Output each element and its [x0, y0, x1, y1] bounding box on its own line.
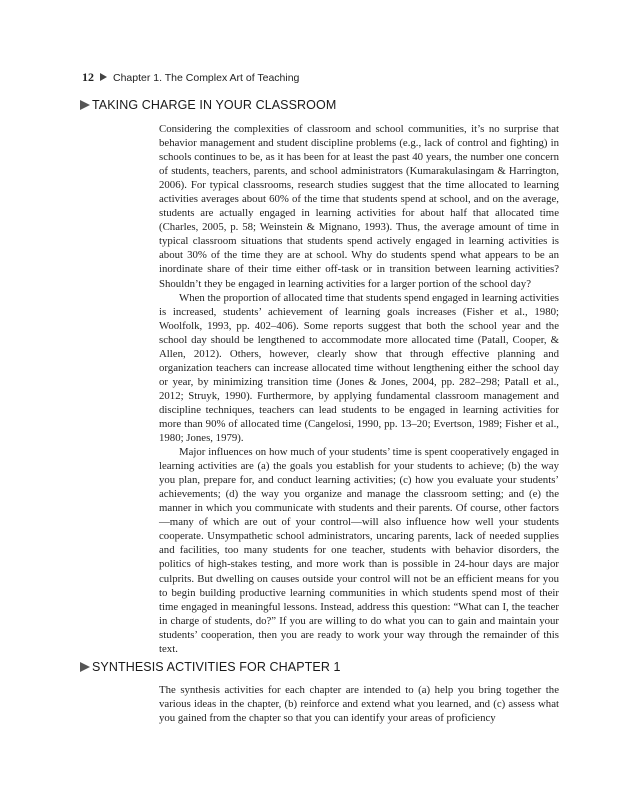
paragraph: When the proportion of allocated time that students spend engaged in learning activities is increased, students’ achievement of learning goals increases (Fisher et al., 1980; Woolfolk, 1993, pp. 402–406). Some reports suggest that both the school year and the school day should be lengthened to accommodate more allocated time (Patall, Cooper, & Allen, 2012). Others, however, clearly show that through effective planning and organization teachers can increase allocated time without lengthening either the school day or year, by minimizing transition time (Jones & Jones, 2004, pp. 282–298; Patall et al., 2012; Struyk, 1990). Furthermore, by applying fundamental classroom management and discipline techniques, teachers can lead students to be engaged in learning activities for more than 90% of allocated time (Cangelosi, 1990, pp. 13–20; Evertson, 1989; Fisher et al., 1980; Jones, 1979).	[159, 291, 559, 445]
section-body-synthesis	[159, 683, 559, 725]
arrow-right-icon	[80, 662, 90, 672]
section-heading-synthesis	[80, 660, 341, 674]
section-heading-text: SYNTHESIS ACTIVITIES FOR CHAPTER 1	[92, 660, 341, 674]
section-heading-taking-charge	[80, 98, 336, 112]
paragraph: Considering the complexities of classroom and school communities, it’s no surprise that behavior management and student discipline problems (e.g., lack of control and fighting) in schools continues to be, as it has been for at least the past 40 years, the number one concern of students, teachers, parents, and school administrators (Kumarakulasingam & Harrington, 2006). For typical classrooms, research studies suggest that the time allocated to learning activities averages about 60% of the time that students spend at school, and on the average, students are actually engaged in learning activities for about half that allocated time (Charles, 2005, p. 58; Weinstein & Mignano, 1993). Thus, the average amount of time in typical classroom situations that students spend actively engaged in learning activities is about 30% of the time they are at school. Why do students spend what appears to be an inordinate share of their time either off-task or in transition between learning activities? Shouldn’t they be engaged in learning activities for a larger portion of the school day?	[159, 123, 559, 290]
paragraph: Major influences on how much of your students’ time is spent cooperatively engaged in learning activities are (a) the goals you establish for your students to achieve; (b) the way you plan, prepare for, and conduct learning activities; (c) how you evaluate your students’ achievements; (d) the way you organize and manage the classroom setting; and (e) the manner in which you communicate with students and their parents. Of course, other factors—many of which are out of your control—will also influence how well your students cooperate. Unsympathetic school administrators, uncaring parents, lack of needed supplies and facilities, too many students for one teacher, students with behavior disorders, the politics of high-stakes testing, and more work than is possible in 24-hour days are major culprits. But dwelling on causes outside your control will not be an efficient means for you to begin building productive learning communities in which students spend most of their time engaged in meaningful lessons. Instead, address this question: “What can I, the teacher in charge of students, do?” If you are willing to do what you can to gain and maintain your students’ cooperation, then you are ready to work your way through the remainder of this text.	[159, 446, 559, 655]
running-head	[82, 70, 299, 85]
section-heading-text: TAKING CHARGE IN YOUR CLASSROOM	[92, 98, 337, 112]
paragraph: The synthesis activities for each chapter are intended to (a) help you bring together the various ideas in the chapter, (b) reinforce and extend what you learned, and (c) assess what you gained from the chapter so that you can identify your areas of proficiency	[159, 684, 559, 725]
section-body-taking-charge	[159, 122, 559, 656]
page-number: 12	[82, 70, 94, 84]
arrow-right-icon	[100, 73, 107, 81]
arrow-right-icon	[80, 100, 90, 110]
chapter-title: Chapter 1. The Complex Art of Teaching	[113, 72, 300, 84]
